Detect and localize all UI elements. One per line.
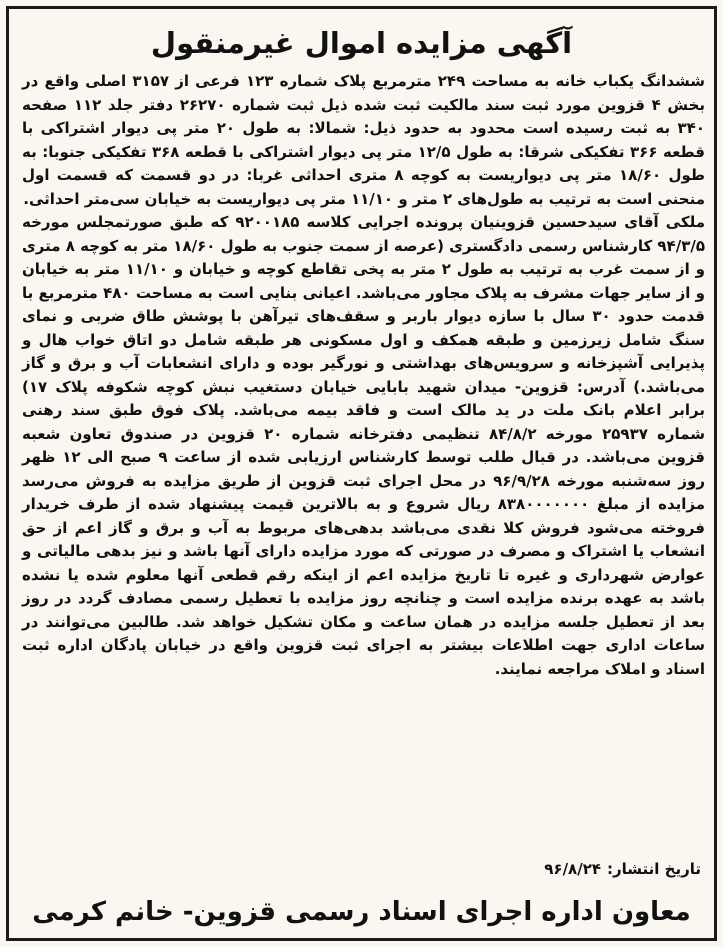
- notice-body: [22, 70, 705, 681]
- notice-signature: معاون اداره اجرای اسناد رسمی قزوین- خانم کرمی: [32, 897, 691, 927]
- auction-details-paragraph: ملکی آقای سیدحسین قزوینیان پرونده اجرایی کلاسه ۹۲۰۰۱۸۵ که طبق صورتمجلس مورخه ۹۴/۳/۵ کارشناس رسمی دادگستری (عرصه از سمت جنوب به طول ۱۸/۶۰ متر به کوچه ۸ متری و از سمت غرب به ترتیب به طول ۲ متر به پخی تقاطع کوچه و خیابان و ۱۱/۱۰ متر به خیابان و از سایر جهات مشرف به پلاک مجاور می‌باشد. اعیانی بنایی است به مساحت ۴۸۰ مترمربع با قدمت حدود ۳۰ سال با سازه دیوار باربر و سقف‌های تیرآهن با پوشش طاق ضربی و نمای سنگ شامل زیرزمین و طبقه همکف و اول مسکونی هر طبقه شامل دو اتاق خواب هال و پذیرایی آشپزخانه و سرویس‌های بهداشتی و نورگیر بوده و دارای انشعابات آب و برق و گاز می‌باشد.) آدرس: قزوین- میدان شهید بابایی خیابان دستغیب نبش کوچه شکوفه پلاک ۱۷) برابر اعلام بانک ملت در ید مالک است و فاقد بیمه می‌باشد. پلاک فوق طبق سند رهنی شماره ۲۵۹۳۷ مورخه ۸۴/۸/۲ تنظیمی دفترخانه شماره ۲۰ قزوین در صندوق تعاون شعبه قزوین می‌باشد. در قبال طلب توسط کارشناس ارزیابی شده از ساعت ۹ صبح الی ۱۲ ظهر روز سه‌شنبه مورخه ۹۶/۹/۲۸ در محل اجرای ثبت قزوین از طریق مزایده به فروش می‌رسد مزایده از مبلغ ۸۳۸۰۰۰۰۰۰۰ ریال شروع و به بالاترین قیمت پیشنهاد شده از طرف خریدار فروخته می‌شود فروش کلا نقدی می‌باشد بدهی‌های مربوط به آب و برق و گاز اعم از حق انشعاب یا اشتراک و مصرف در صورتی که مورد مزایده دارای آنها باشد و نیز بدهی مالیاتی و عوارض شهرداری و غیره تا تاریخ مزایده اعم از اینکه رقم قطعی آنها معلوم شده یا نشده باشد به عهده برنده مزایده است و چنانچه روز مزایده با تعطیل رسمی مصادف گردد در روز بعد از تعطیل جلسه مزایده در همان ساعت و مکان تشکیل خواهد شد. طالبین می‌توانند در ساعات اداری جهت اطلاعات بیشتر به اجرای ثبت قزوین واقع در خیابان پادگان اداره ثبت اسناد و املاک مراجعه نمایند.: [22, 213, 706, 678]
- publication-date-label: تاریخ انتشار:: [607, 860, 701, 878]
- property-description-paragraph: ششدانگ یکباب خانه به مساحت ۲۴۹ مترمربع پلاک شماره ۱۲۳ فرعی از ۳۱۵۷ اصلی واقع در بخش ۴ قزوین مورد ثبت سند مالکیت ثبت شده ذیل ثبت شماره ۲۶۲۷۰ دفتر جلد ۱۱۲ صفحه ۳۴۰ به ثبت رسیده است محدود به حدود ذیل: شمالا: به طول ۲۰ متر پی دیوار اشتراکی با قطعه ۳۶۶ تفکیکی شرقا: به طول ۱۲/۵ متر پی دیوار اشتراکی با قطعه ۳۶۸ تفکیکی جنوبا: به طول ۱۸/۶۰ متر پی دیواریست به کوچه ۸ متری احداثی غربا: در دو قسمت که قسمت اول منحنی است به ترتیب به طول‌های ۲ متر و ۱۱/۱۰ متر پی دیواریست به خیابان سی‌متر احداثی.: [22, 72, 706, 208]
- publication-date-value: ۹۶/۸/۲۴: [544, 860, 601, 878]
- notice-title: آگهی مزایده اموال غیرمنقول: [150, 26, 573, 60]
- publication-date: [544, 858, 701, 881]
